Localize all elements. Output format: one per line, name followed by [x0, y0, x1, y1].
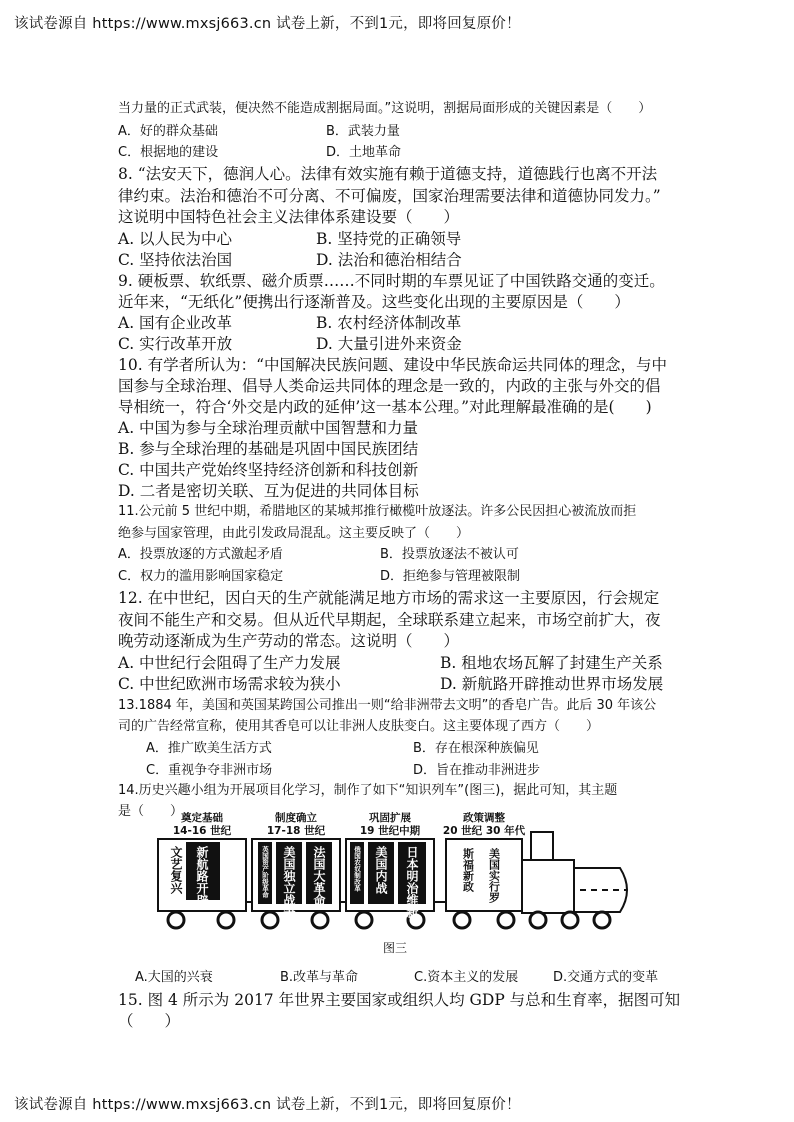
car3-text-3: 日本明治维新 [405, 846, 419, 918]
car2-text-1: 英国资产阶级革命 [261, 846, 269, 898]
q10-line-3: 导相统一，符合‘外交是内政的延伸’这一基本公理。”对此理解最准确的是( ) [118, 398, 652, 416]
q12-option-c: C. 中世纪欧洲市场需求较为狭小 [118, 675, 341, 693]
wheel [312, 912, 328, 928]
q7-option-d: D．土地革命 [326, 145, 402, 160]
car3-stage: 巩固扩展 [369, 812, 411, 824]
car1-stage: 奠定基础 [181, 812, 223, 824]
q12-line-1: 12. 在中世纪，因白天的生产就能满足地方市场的需求这一主要原因，行会规定 [118, 589, 660, 607]
locomotive-cab [522, 860, 574, 913]
wheel [498, 912, 514, 928]
car3-text-2: 美国内战 [374, 846, 388, 894]
q9-option-c: C. 实行改革开放 [118, 335, 233, 353]
q7-option-c: C．根据地的建设 [118, 145, 219, 160]
locomotive-chimney [531, 832, 553, 860]
q9-line-2: 近年来，“无纸化”便携出行逐渐普及。这些变化出现的主要原因是（ ） [118, 293, 630, 311]
car2-stage: 制度确立 [275, 812, 317, 824]
q8-line-2: 律约束。法治和德治不可分离、不可偏废，国家治理需要法律和道德协同发力。” [118, 187, 661, 205]
car4-text-2: 美国实行罗 [487, 848, 501, 903]
q13-option-a: A．推广欧美生活方式 [146, 741, 272, 756]
q7-option-a: A．好的群众基础 [118, 124, 218, 139]
q14-option-c: C.资本主义的发展 [414, 970, 519, 985]
q8-option-b: B. 坚持党的正确领导 [316, 230, 462, 248]
q12-line-2: 夜间不能生产和交易。但从近代早期起，全球联系建立起来，市场空前扩大，夜 [118, 611, 661, 629]
q14-option-d: D.交通方式的变革 [553, 970, 659, 985]
q7-stem: 当力量的正式武装，便决然不能造成割据局面。”这说明，割据局面形成的关键因素是（ ） [118, 101, 652, 116]
q8-line-3: 这说明中国特色社会主义法律体系建设要（ ） [118, 208, 460, 226]
q11-option-a: A．投票放逐的方式激起矛盾 [118, 547, 283, 562]
q9-option-d: D. 大量引进外来资金 [316, 335, 462, 353]
train-car-4 [446, 839, 522, 911]
source-footer: 该试卷源自 https://www.mxsj663.cn 试卷上新，不到1元，即将回复原价！ [14, 1097, 521, 1113]
knowledge-train-figure [150, 812, 640, 954]
wheel [454, 912, 470, 928]
q9-option-b: B. 农村经济体制改革 [316, 314, 462, 332]
car3-text-1: 俄国农奴制改革 [353, 846, 361, 892]
q12-option-a: A. 中世纪行会阻碍了生产力发展 [118, 654, 341, 672]
wheel [356, 912, 372, 928]
wheel [562, 912, 578, 928]
q9-option-a: A. 国有企业改革 [118, 314, 233, 332]
wheel [262, 912, 278, 928]
q12-option-d: D. 新航路开辟推动世界市场发展 [440, 675, 664, 693]
q13-option-d: D．旨在推动非洲进步 [413, 763, 541, 778]
q10-option-c: C. 中国共产党始终坚持经济创新和科技创新 [118, 461, 419, 479]
q13-option-b: B．存在根深种族偏见 [413, 741, 539, 756]
q14-line-1: 14.历史兴趣小组为开展项目化学习，制作了如下“知识列车”(图三)，据此可知，其主题 [118, 783, 618, 798]
car3-period: 19 世纪中期 [359, 825, 421, 837]
q10-line-1: 10. 有学者所认为：“中国解决民族问题、建设中华民族命运共同体的理念，与中 [118, 356, 668, 374]
q11-option-c: C．权力的滥用影响国家稳定 [118, 569, 284, 584]
q7-option-b: B．武装力量 [326, 124, 400, 139]
q10-option-a: A. 中国为参与全球治理贡献中国智慧和力量 [118, 419, 419, 437]
q12-option-b: B. 租地农场瓦解了封建生产关系 [440, 654, 663, 672]
source-header: 该试卷源自 https://www.mxsj663.cn 试卷上新，不到1元，即将回复原价！ [14, 16, 521, 32]
q8-option-d: D. 法治和德治相结合 [316, 251, 462, 269]
q15-line-1: 15. 图 4 所示为 2017 年世界主要国家或组织人均 GDP 与总和生育率，据图可知 [118, 991, 681, 1009]
q13-option-c: C．重视争夺非洲市场 [146, 763, 273, 778]
q14-option-b: B.改革与革命 [280, 970, 359, 985]
car4-text-1: 斯福新政 [461, 848, 475, 892]
q11-line-1: 11.公元前 5 世纪中期，希腊地区的某城邦推行橄榄叶放逐法。许多公民因担心被流放而拒 [118, 504, 637, 519]
q12-line-3: 晚劳动逐渐成为生产劳动的常态。这说明（ ） [118, 632, 460, 650]
q13-line-1: 13.1884 年，美国和英国某跨国公司推出一则“给非洲带去文明”的香皂广告。此后 30 年该公 [118, 698, 657, 713]
wheel [594, 912, 610, 928]
q10-line-2: 国参与全球治理、倡导人类命运共同体的理念是一致的，内政的主张与外交的倡 [118, 377, 661, 395]
figure-caption: 图三 [382, 941, 408, 954]
wheel [530, 912, 546, 928]
q11-option-d: D．拒绝参与管理被限制 [380, 569, 521, 584]
car1-text-2: 新航路开辟 [195, 846, 209, 906]
wheel [168, 912, 184, 928]
q15-line-2: （ ） [118, 1012, 181, 1030]
car4-period: 20 世纪 30 年代 [442, 825, 526, 837]
q10-option-d: D. 二者是密切关联、互为促进的共同体目标 [118, 482, 419, 500]
q9-line-1: 9. 硬板票、软纸票、磁介质票……不同时期的车票见证了中国铁路交通的变迁。 [118, 272, 665, 290]
q14-option-a: A.大国的兴衰 [135, 970, 213, 985]
q8-option-a: A. 以人民为中心 [118, 230, 233, 248]
car4-stage: 政策调整 [463, 812, 505, 824]
q13-line-2: 司的广告经常宣称，使用其香皂可以让非洲人皮肤变白。这主要体现了西方（ ） [118, 719, 600, 734]
car2-text-2: 美国独立战争 [282, 846, 296, 918]
car2-text-3: 法国大革命 [312, 846, 326, 906]
car1-period: 14-16 世纪 [172, 825, 232, 837]
q8-line-1: 8. “法安天下，德润人心。法律有效实施有赖于道德支持，道德践行也离不开法 [118, 165, 658, 183]
q10-option-b: B. 参与全球治理的基础是巩固中国民族团结 [118, 440, 419, 458]
q14-line-2: 是（ ） [118, 804, 184, 819]
car1-text-1: 文艺复兴 [169, 846, 183, 894]
car2-period: 17-18 世纪 [266, 825, 326, 837]
wheel [218, 912, 234, 928]
q8-option-c: C. 坚持依法治国 [118, 251, 233, 269]
q11-line-2: 绝参与国家管理，由此引发政局混乱。这主要反映了（ ） [118, 526, 470, 541]
q11-option-b: B．投票放逐法不被认可 [380, 547, 519, 562]
